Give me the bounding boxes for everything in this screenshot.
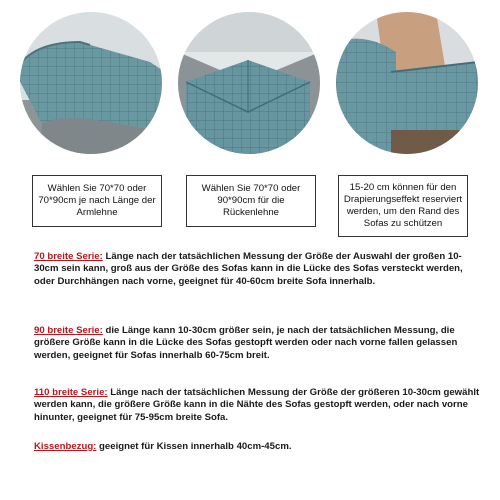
- draping-illustration: [336, 12, 478, 154]
- series-110-description: [34, 387, 480, 424]
- series-70-heading: 70 breite Serie:: [34, 251, 103, 262]
- series-70-text: Länge nach der tatsächlichen Messung der Größe der Auswahl der großen 10-30cm sein kann, groß aus der Größe des Sofas kann in die Lücke des Sofas versteckt werden, oder Durchhängen nach vorne, geeignet für 40-60cm breite Sofa innerhalb.: [34, 251, 463, 287]
- series-110-heading: 110 breite Serie:: [34, 387, 108, 398]
- armrest-photo: [20, 12, 162, 154]
- series-90-text: die Länge kann 10-30cm größer sein, je nach der tatsächlichen Messung, die größere Größe kann in die Lücke des Sofas gestopft werden oder nach vorne fallen gelassen werden, geeignet für Sofas innerhalb 60-75cm breit.: [34, 325, 458, 361]
- cushion-cover-text: geeignet für Kissen innerhalb 40cm-45cm.: [96, 441, 292, 452]
- cushion-cover-heading: Kissenbezug:: [34, 441, 97, 452]
- draping-photo: [336, 12, 478, 154]
- backrest-caption: [186, 175, 316, 227]
- armrest-caption-text: Wählen Sie 70*70 oder 70*90cm je nach Länge der Armlehne: [38, 183, 156, 218]
- backrest-caption-text: Wählen Sie 70*70 oder 90*90cm für die Rückenlehne: [201, 183, 301, 218]
- backrest-illustration: [178, 12, 320, 154]
- cushion-cover-description: [34, 441, 480, 453]
- draping-caption: [338, 175, 468, 237]
- draping-caption-text: 15-20 cm können für den Drapierungseffekt reserviert werden, um den Rand des Sofas zu schützen: [343, 182, 463, 229]
- armrest-caption: [32, 175, 162, 227]
- series-90-description: [34, 325, 480, 362]
- series-110-text: Länge nach der tatsächlichen Messung der Größe der größeren 10-30cm gewählt werden kann, die größere Größe kann in die Nähte des Sofas gestopft werden, oder nach vorne hinunter, geeignet für 75-95cm breite Sofa.: [34, 387, 480, 423]
- backrest-photo: [178, 12, 320, 154]
- series-70-description: [34, 251, 480, 288]
- armrest-illustration: [20, 12, 162, 154]
- series-90-heading: 90 breite Serie:: [34, 325, 103, 336]
